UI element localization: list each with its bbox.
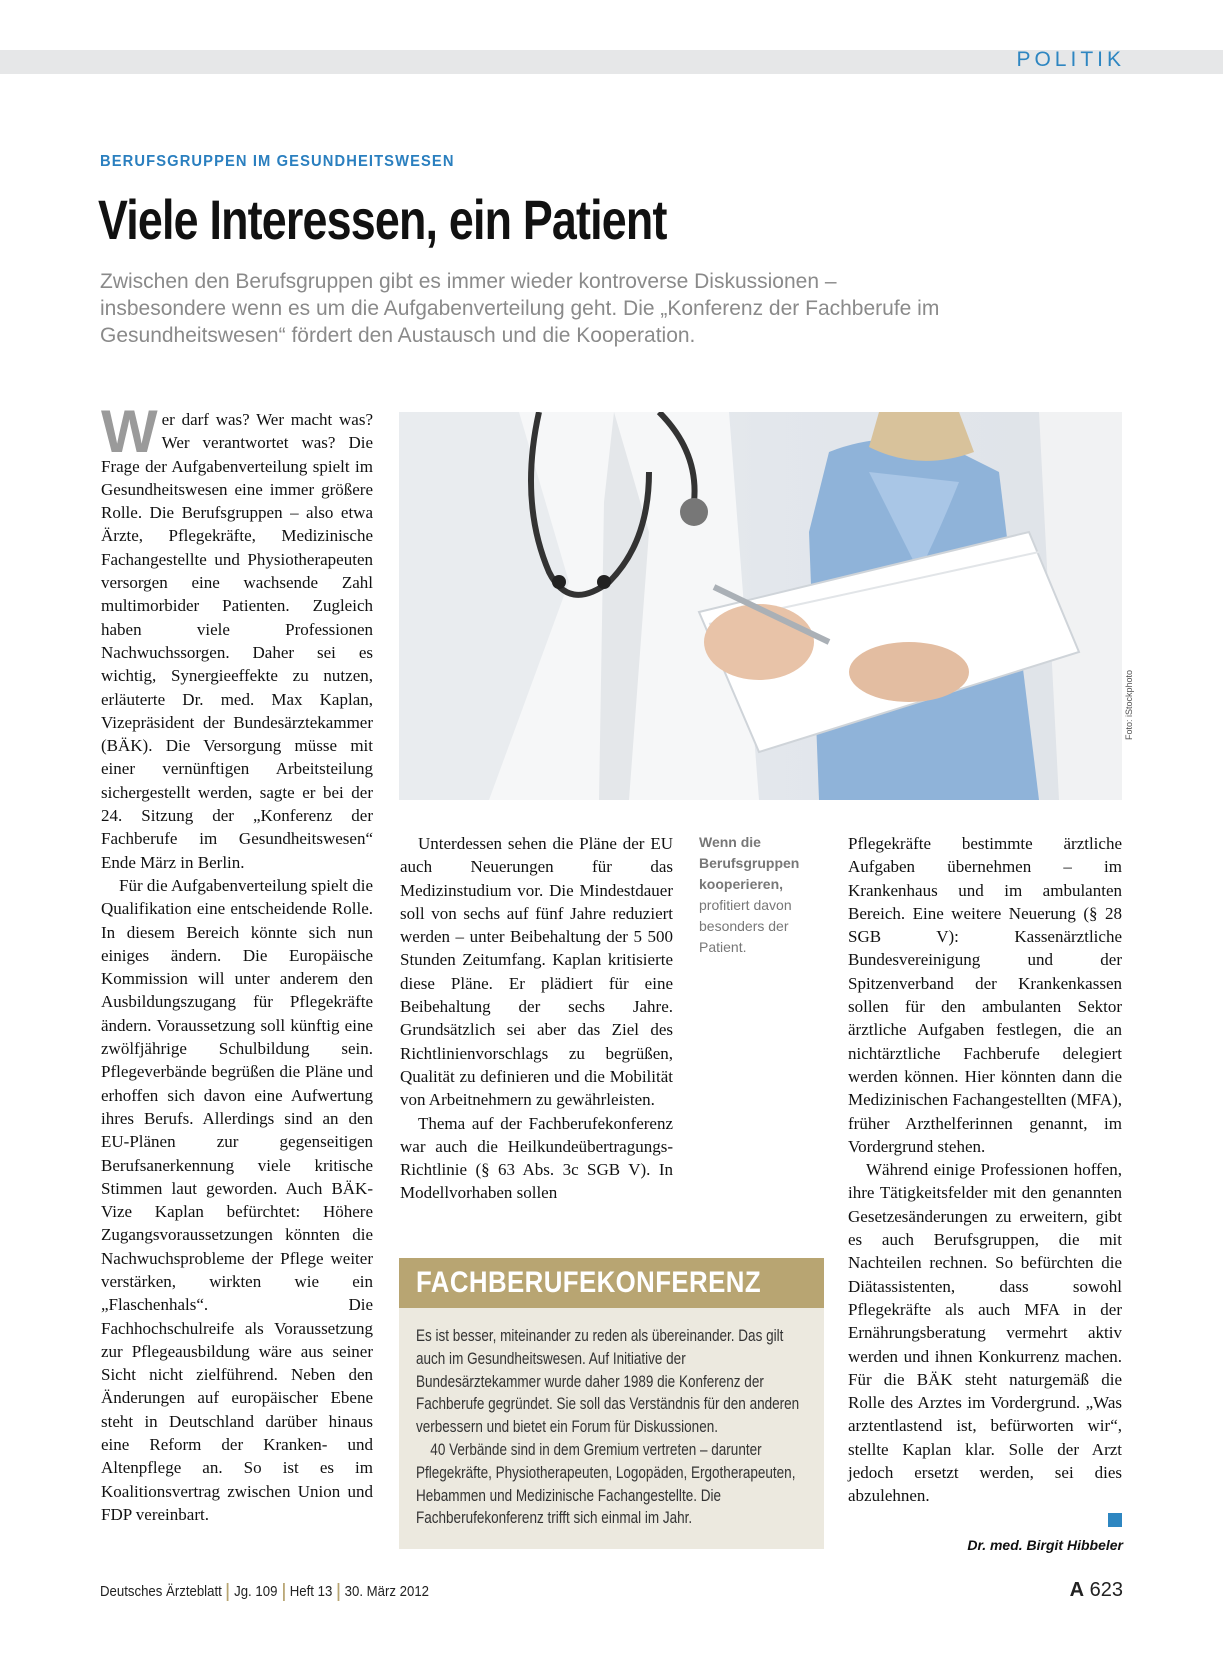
section-label: POLITIK xyxy=(1016,48,1125,71)
issue: Heft 13 xyxy=(289,1583,333,1600)
article-photo xyxy=(399,412,1122,800)
caption-bold: Wenn die Berufsgruppen kooperieren, xyxy=(699,834,800,892)
footer xyxy=(100,1583,429,1601)
divider xyxy=(283,1583,285,1601)
info-box-text xyxy=(416,1325,814,1530)
photo-caption xyxy=(699,832,824,958)
drop-cap: W xyxy=(101,398,158,465)
paragraph: 40 Verbände sind in dem Gremium vertreten – darunter Pflegekräfte, Physiotherapeuten, Logopäden, Ergotherapeuten, Hebammen und Medizinische Fachangestellte. Die Fachberufekonferenz trifft sich einmal im Jahr. xyxy=(416,1439,796,1528)
paragraph: Während einige Professionen hoffen, ihre Tätigkeitsfelder mit den genannten Gesetzesänderungen zu erweitern, gibt es auch Berufsgruppen, die mit Nachteilen rechnen. So befürchten die Diätassistenten, dass sowohl Pflegekräfte als auch MFA in der Ernährungsberatung vermehrt aktiv werden und ihnen Konkurrenz machen. Für die BÄK steht naturgemäß die Rolle des Arztes im Vordergrund. „Was arztentlastend ist, befürworten wir“, stellte Kaplan klar. Solle der Arzt jedoch ersetzt werden, sei dies abzulehnen. xyxy=(848,1160,1122,1506)
text-column-3 xyxy=(848,832,1122,1508)
volume: Jg. 109 xyxy=(234,1583,278,1600)
journal-name: Deutsches Ärzteblatt xyxy=(100,1583,222,1600)
paragraph: Es ist besser, miteinander zu reden als übereinander. Das gilt auch im Gesundheitswesen. Auf Initiative der Bundesärztekammer wurde daher 1989 die Konferenz der Fachberufe gegründet. Sie soll das Verständnis für den anderen verbessern und bietet ein Forum für Diskussionen. xyxy=(416,1326,800,1437)
issue-date: 30. März 2012 xyxy=(344,1583,430,1600)
page-number xyxy=(1070,1579,1123,1602)
article-lead: Zwischen den Berufsgruppen gibt es immer wieder kontroverse Diskussionen – insbesondere wenn es um die Aufgabenverteilung geht. Die „Konferenz der Fachberufe im Gesundheitswesen“ fördert den Austausch und die Kooperation. xyxy=(100,270,940,347)
end-mark xyxy=(1108,1513,1122,1527)
paragraph: Für die Aufgabenverteilung spielt die Qualifikation eine entscheidende Rolle. In diesem Bereich könnte sich nun einiges ändern. Die Europäische Kommission will unter anderem den Ausbildungszugang für Pflegekräfte ändern. Voraussetzung soll künftig eine zwölfjährige Schulbildung sein. Pflegeverbände begrüßen die Pläne und erhoffen sich davon eine Aufwertung ihres Berufs. Allerdings sind an den EU-Plänen zur gegenseitigen Berufsanerkennung viele kritische Stimmen laut geworden. Auch BÄK-Vize Kaplan befürchtet: Höhere Zugangsvoraussetzungen könnten die Nachwuchsprobleme der Pflege weiter verstärken, wirkten wie ein „Flaschenhals“. Die Fachhochschulreife als Voraussetzung zur Pflegeausbildung wäre aus seiner Sicht nicht zielführend. Neben den Änderungen auf europäischer Ebene steht in Deutschland darüber hinaus eine Reform der Kranken- und Altenpflege an. So ist es im Koalitionsvertrag zwischen Union und FDP vereinbart. xyxy=(101,875,373,1524)
photo-credit: Foto: iStockphoto xyxy=(1124,669,1134,740)
paragraph: Pflegekräfte bestimmte ärztliche Aufgaben übernehmen – im Krankenhaus und im ambulanten Bereich. Eine weitere Neuerung (§ 28 SGB V): Kassenärztliche Bundesvereinigung und der Spitzenverband der Krankenkassen sollen für den ambulanten Sektor ärztliche Aufgaben festlegen, die an nichtärztliche Fachberufe delegiert werden können. Hier könnten dann die Medizinischen Fachangestellten (MFA), früher Arzthelferinnen genannt, im Vordergrund stehen. xyxy=(848,834,1122,1156)
text-column-1 xyxy=(101,398,373,1526)
page-prefix: A xyxy=(1069,1579,1085,1601)
paragraph: Unterdessen sehen die Pläne der EU auch Neuerungen für das Medizinstudium vor. Die Mindestdauer soll von sechs auf fünf Jahre reduziert werden – unter Beibehaltung der 5 500 Stunden Zeitumfang. Kaplan kritisierte diese Pläne. Er plädiert für eine Beibehaltung der sechs Jahre. Grundsätzlich sei aber das Ziel des Richtlinienvorschlags zu begrüßen, Qualität zu definieren und die Mobilität von Arbeitnehmern zu gewährleisten. xyxy=(400,834,673,1110)
info-box-title: FACHBERUFEKONFERENZ xyxy=(416,1266,762,1299)
text-column-2 xyxy=(400,832,673,1205)
article-kicker: BERUFSGRUPPEN IM GESUNDHEITSWESEN xyxy=(100,153,455,170)
caption-text: profitiert davon besonders der Patient. xyxy=(699,897,792,955)
article-headline: Viele Interessen, ein Patient xyxy=(98,188,667,251)
paragraph: er darf was? Wer macht was? Wer verantwortet was? Die Frage der Aufgabenverteilung spielt im Gesundheitswesen eine immer größere Rolle. Die Berufsgruppen – also etwa Ärzte, Pflegekräfte, Medizinische Fachangestellte und Physiotherapeuten versorgen eine wachsende Zahl multimorbider Patienten. Zugleich haben viele Professionen Nachwuchssorgen. Daher sei es wichtig, Synergieeffekte zu nutzen, erläuterte Dr. med. Max Kaplan, Vizepräsident der Bundesärztekammer (BÄK). Die Versorgung müsse mit einer vernünftigen Arbeitsteilung sichergestellt werden, sagte er bei der 24. Sitzung der „Konferenz der Fachberufe im Gesundheitswesen“ Ende März in Berlin. xyxy=(101,410,373,872)
doctor-illustration xyxy=(399,412,1122,800)
page-number-value: 623 xyxy=(1089,1579,1123,1601)
divider xyxy=(227,1583,229,1601)
author-name: Dr. med. Birgit Hibbeler xyxy=(967,1537,1123,1553)
divider xyxy=(338,1583,340,1601)
paragraph: Thema auf der Fachberufekonferenz war auch die Heilkundeübertragungs-Richtlinie (§ 63 Abs. 3c SGB V). In Modellvorhaben sollen xyxy=(400,1113,673,1203)
